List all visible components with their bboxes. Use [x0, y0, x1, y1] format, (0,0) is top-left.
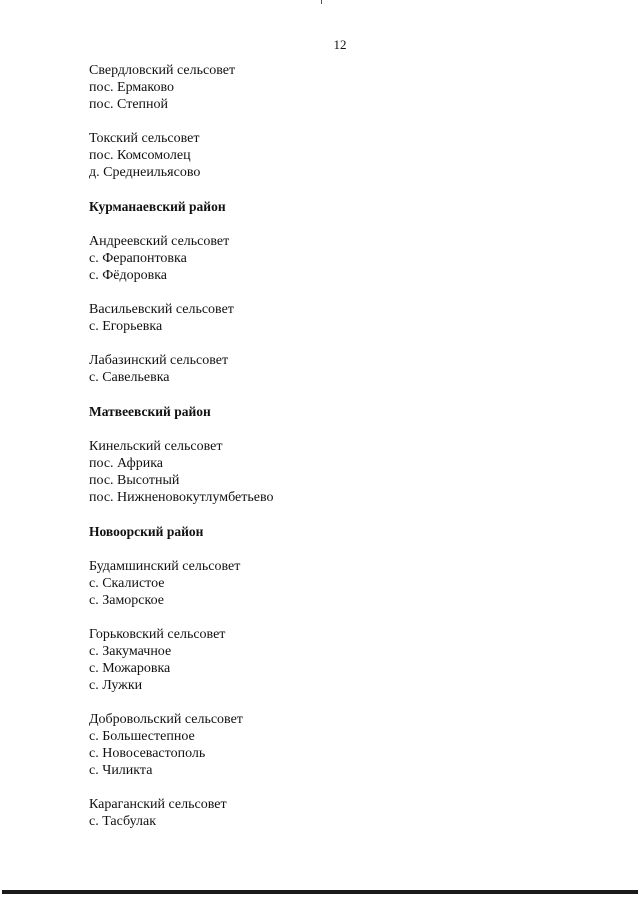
council-name: Будамшинский сельсовет — [89, 559, 241, 574]
council-name: Васильевский сельсовет — [89, 302, 234, 317]
settlement-name: с. Можаровка — [89, 661, 171, 676]
settlement-name: д. Среднеильясово — [89, 165, 201, 180]
district-heading: Матвеевский район — [89, 404, 211, 419]
settlement-name: с. Закумачное — [89, 644, 172, 659]
settlement-name: с. Савельевка — [89, 370, 170, 385]
council-group — [89, 233, 589, 284]
settlement-name: пос. Степной — [89, 97, 169, 112]
settlement-name: с. Лужки — [89, 678, 143, 693]
district-heading: Курманаевский район — [89, 199, 226, 214]
settlement-name: пос. Ермаково — [89, 80, 174, 95]
council-group — [89, 352, 589, 386]
settlement-name: пос. Высотный — [89, 473, 180, 488]
council-group — [89, 62, 589, 113]
bottom-rule — [2, 890, 638, 894]
settlement-name: с. Тасбулак — [89, 814, 156, 829]
district-heading: Новоорский район — [89, 524, 204, 539]
settlement-list — [89, 62, 589, 847]
settlement-name: с. Фёдоровка — [89, 268, 168, 283]
council-group — [89, 438, 589, 506]
council-group — [89, 626, 589, 694]
council-name: Горьковский сельсовет — [89, 627, 226, 642]
council-group — [89, 301, 589, 335]
council-name: Лабазинский сельсовет — [89, 353, 229, 368]
settlement-name: с. Скалистое — [89, 576, 165, 591]
council-name: Караганский сельсовет — [89, 797, 227, 812]
settlement-name: пос. Африка — [89, 456, 163, 471]
council-group — [89, 711, 589, 779]
scan-mark — [321, 0, 322, 4]
council-name: Добровольский сельсовет — [89, 712, 243, 727]
council-name: Кинельский сельсовет — [89, 439, 223, 454]
settlement-name: с. Егорьевка — [89, 319, 163, 334]
settlement-name: пос. Комсомолец — [89, 148, 191, 163]
council-group — [89, 558, 589, 609]
council-name: Свердловский сельсовет — [89, 63, 236, 78]
settlement-name: пос. Нижненовокутлумбетьево — [89, 490, 274, 505]
council-group — [89, 796, 589, 830]
settlement-name: с. Ферапонтовка — [89, 251, 187, 266]
settlement-name: с. Новосевастополь — [89, 746, 206, 761]
council-group — [89, 130, 589, 181]
settlement-name: с. Чиликта — [89, 763, 153, 778]
council-name: Андреевский сельсовет — [89, 234, 230, 249]
council-name: Токский сельсовет — [89, 131, 200, 146]
settlement-name: с. Заморское — [89, 593, 164, 608]
page-number: 12 — [333, 37, 347, 52]
settlement-name: с. Большестепное — [89, 729, 195, 744]
